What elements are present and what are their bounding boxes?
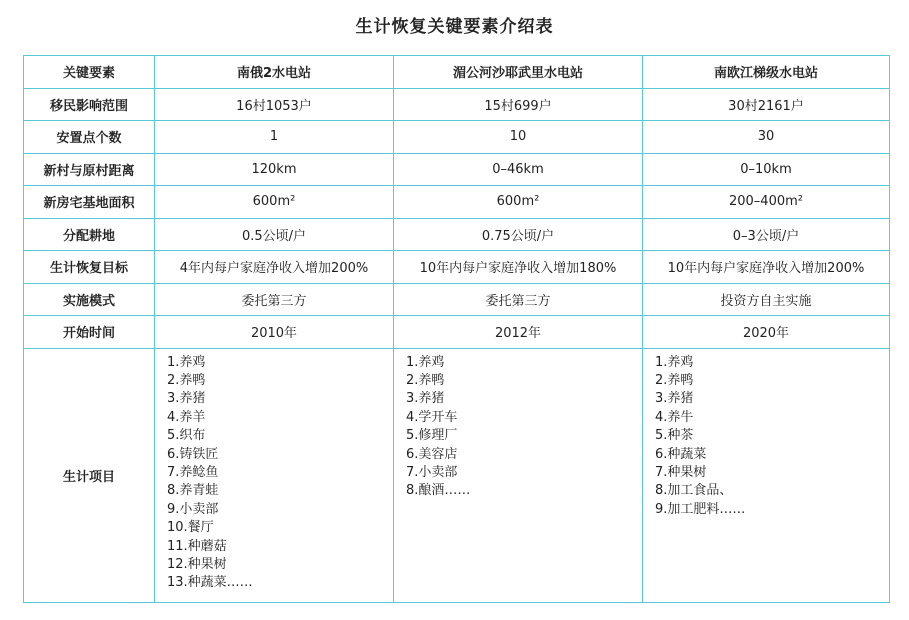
- project-list-cell: [394, 348, 643, 602]
- list-item: 13.种蔬菜……: [167, 575, 253, 591]
- table-cell: 0.75公顷/户: [394, 218, 643, 251]
- table-cell: 10年内每户家庭净收入增加200%: [643, 251, 890, 284]
- list-item: 4.养羊: [167, 409, 206, 425]
- table-cell: 200–400m²: [643, 186, 890, 219]
- header-cell-xayaburi: 湄公河沙耶武里水电站: [394, 56, 643, 89]
- table-cell: 15村699户: [394, 88, 643, 121]
- row-label: 生计恢复目标: [24, 251, 155, 284]
- list-item: 10.餐厅: [167, 520, 214, 536]
- table-cell: 30: [643, 121, 890, 154]
- list-item: 5.种茶: [655, 428, 694, 444]
- table-cell: 2010年: [155, 316, 394, 349]
- list-item: 2.养鸭: [655, 372, 694, 388]
- list-item: 1.养鸡: [655, 354, 694, 370]
- table-row: [24, 218, 890, 251]
- list-item: 4.养牛: [655, 409, 694, 425]
- table-cell: 10年内每户家庭净收入增加180%: [394, 251, 643, 284]
- table-row: [24, 316, 890, 349]
- row-label: 移民影响范围: [24, 88, 155, 121]
- table-header-row: [24, 56, 890, 89]
- row-label: 新村与原村距离: [24, 153, 155, 186]
- list-item: 6.铸铁匠: [167, 446, 219, 462]
- list-item: 12.种果树: [167, 556, 227, 572]
- project-list: [643, 354, 889, 520]
- list-item: 3.养猪: [167, 391, 206, 407]
- list-item: 3.养猪: [655, 391, 694, 407]
- table-cell: 120km: [155, 153, 394, 186]
- project-list-cell: [643, 348, 890, 602]
- table-cell: 4年内每户家庭净收入增加200%: [155, 251, 394, 284]
- row-label: 实施模式: [24, 283, 155, 316]
- row-label: 安置点个数: [24, 121, 155, 154]
- table-row: [24, 251, 890, 284]
- list-item: 1.养鸡: [167, 354, 206, 370]
- header-cell-nam-ou: 南欧江梯级水电站: [643, 56, 890, 89]
- header-cell-key-factor: 关键要素: [24, 56, 155, 89]
- list-item: 11.种蘑菇: [167, 538, 227, 554]
- project-list-cell: [155, 348, 394, 602]
- list-item: 6.美容店: [406, 446, 458, 462]
- list-item: 4.学开车: [406, 409, 458, 425]
- list-item: 9.加工肥料……: [655, 501, 746, 517]
- table-cell: 16村1053户: [155, 88, 394, 121]
- table-cell: 0.5公顷/户: [155, 218, 394, 251]
- table-row: [24, 153, 890, 186]
- table-row: [24, 186, 890, 219]
- table-cell: 0–10km: [643, 153, 890, 186]
- list-item: 1.养鸡: [406, 354, 445, 370]
- table-cell: 30村2161户: [643, 88, 890, 121]
- livelihood-table: [23, 55, 890, 603]
- list-item: 6.种蔬菜: [655, 446, 707, 462]
- table-cell: 2012年: [394, 316, 643, 349]
- project-list: [155, 354, 393, 593]
- row-label: 开始时间: [24, 316, 155, 349]
- page-title: 生计恢复关键要素介绍表: [355, 17, 554, 37]
- table-row: [24, 88, 890, 121]
- header-cell-nam-ngum-2: 南俄2水电站: [155, 56, 394, 89]
- row-label: 分配耕地: [24, 218, 155, 251]
- list-item: 7.小卖部: [406, 464, 458, 480]
- table-cell: 投资方自主实施: [643, 283, 890, 316]
- list-item: 7.种果树: [655, 464, 707, 480]
- table-row: [24, 283, 890, 316]
- list-item: 3.养猪: [406, 391, 445, 407]
- table-cell: 2020年: [643, 316, 890, 349]
- list-item: 7.养鲶鱼: [167, 464, 219, 480]
- list-item: 9.小卖部: [167, 501, 219, 517]
- table-cell: 600m²: [394, 186, 643, 219]
- row-label: 新房宅基地面积: [24, 186, 155, 219]
- list-item: 8.养青蛙: [167, 483, 219, 499]
- list-item: 8.酿酒……: [406, 483, 471, 499]
- table-cell: 0–3公顷/户: [643, 218, 890, 251]
- table-cell: 委托第三方: [155, 283, 394, 316]
- list-item: 2.养鸭: [406, 372, 445, 388]
- table-cell: 委托第三方: [394, 283, 643, 316]
- row-label: 生计项目: [24, 348, 155, 602]
- list-item: 5.织布: [167, 428, 206, 444]
- table-cell: 1: [155, 121, 394, 154]
- list-item: 2.养鸭: [167, 372, 206, 388]
- list-item: 8.加工食品、: [655, 483, 733, 499]
- table-cell: 0–46km: [394, 153, 643, 186]
- list-item: 5.修理厂: [406, 428, 458, 444]
- table-cell: 10: [394, 121, 643, 154]
- projects-row: [24, 348, 890, 602]
- table-row: [24, 121, 890, 154]
- project-list: [394, 354, 642, 501]
- table-cell: 600m²: [155, 186, 394, 219]
